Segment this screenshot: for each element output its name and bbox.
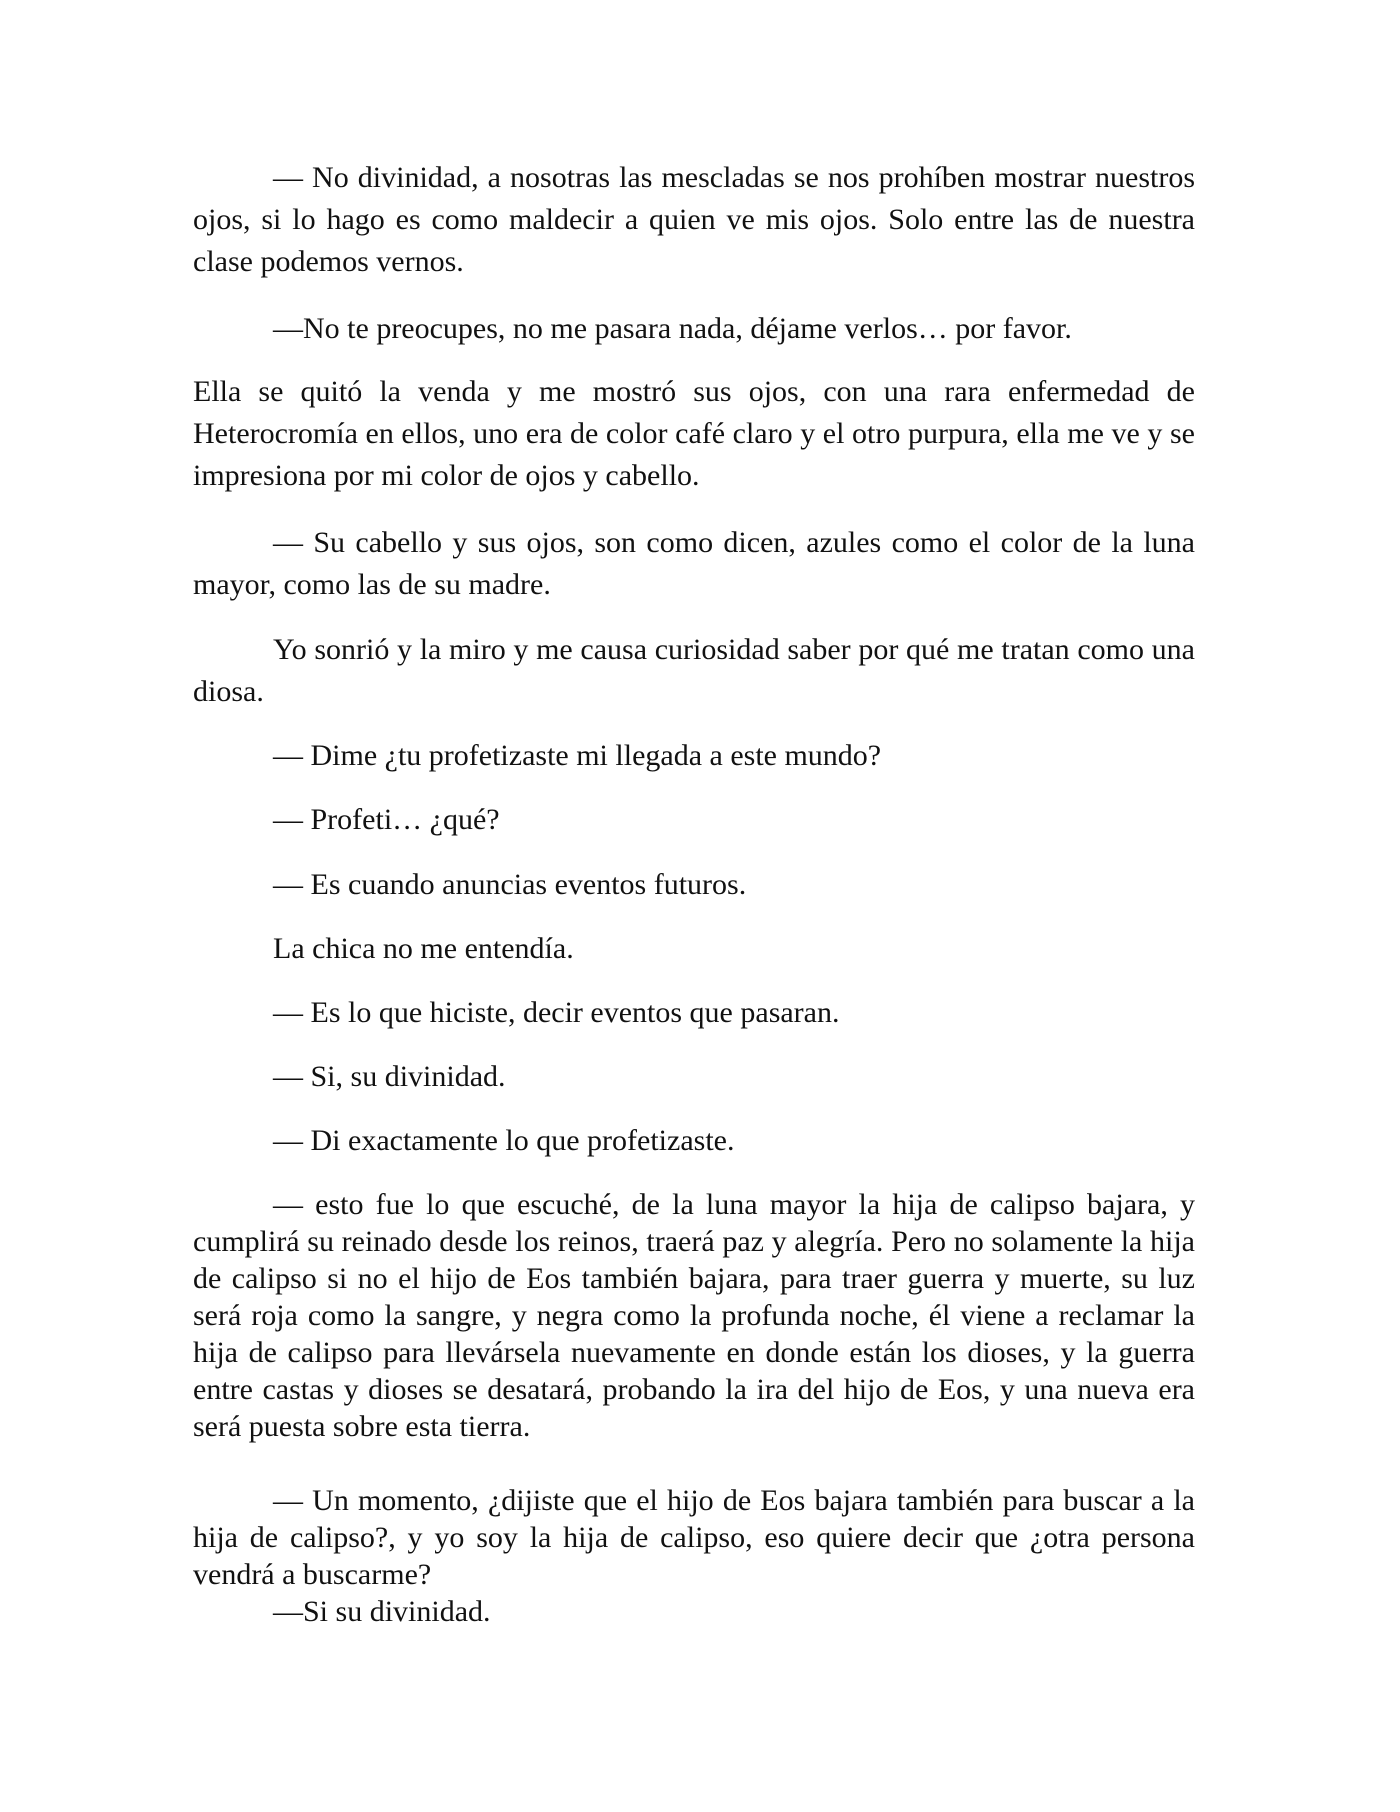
paragraph-3: Ella se quitó la venda y me mostró sus ojos, con una rara enfermedad de Heterocromía en ellos, uno era de color café claro y el otro purpura, ella me ve y se impresiona por mi color de ojos y cabello.	[193, 375, 1195, 492]
paragraph-12: — Di exactamente lo que profetizaste.	[273, 1124, 735, 1157]
paragraph-11: — Si, su divinidad.	[273, 1060, 506, 1093]
paragraph-4: — Su cabello y sus ojos, son como dicen, azules como el color de la luna mayor, como las de su madre.	[193, 526, 1195, 601]
paragraph-15: —Si su divinidad.	[273, 1595, 491, 1628]
paragraph-1: — No divinidad, a nosotras las mescladas se nos prohíben mostrar nuestros ojos, si lo hago es como maldecir a quien ve mis ojos. Solo entre las de nuestra clase podemos vernos.	[193, 161, 1195, 278]
paragraph-14: — Un momento, ¿dijiste que el hijo de Eos bajara también para buscar a la hija de calipso?, y yo soy la hija de calipso, eso quiere decir que ¿otra persona vendrá a buscarme?	[193, 1484, 1195, 1591]
paragraph-8: — Es cuando anuncias eventos futuros.	[273, 868, 747, 901]
paragraph-10: — Es lo que hiciste, decir eventos que pasaran.	[273, 996, 840, 1029]
paragraph-9: La chica no me entendía.	[273, 932, 574, 965]
paragraph-7: — Profeti… ¿qué?	[273, 803, 500, 836]
paragraph-6: — Dime ¿tu profetizaste mi llegada a este mundo?	[273, 739, 882, 772]
paragraph-5: Yo sonrió y la miro y me causa curiosidad saber por qué me tratan como una diosa.	[193, 633, 1195, 708]
paragraph-13: — esto fue lo que escuché, de la luna mayor la hija de calipso bajara, y cumplirá su reinado desde los reinos, traerá paz y alegría. Pero no solamente la hija de calipso si no el hijo de Eos también bajara, para traer guerra y muerte, su luz será roja como la sangre, y negra como la profunda noche, él viene a reclamar la hija de calipso para llevársela nuevamente en donde están los dioses, y la guerra entre castas y dioses se desatará, probando la ira del hijo de Eos, y una nueva era será puesta sobre esta tierra.	[193, 1188, 1195, 1443]
paragraph-2: —No te preocupes, no me pasara nada, déjame verlos… por favor.	[273, 312, 1072, 345]
